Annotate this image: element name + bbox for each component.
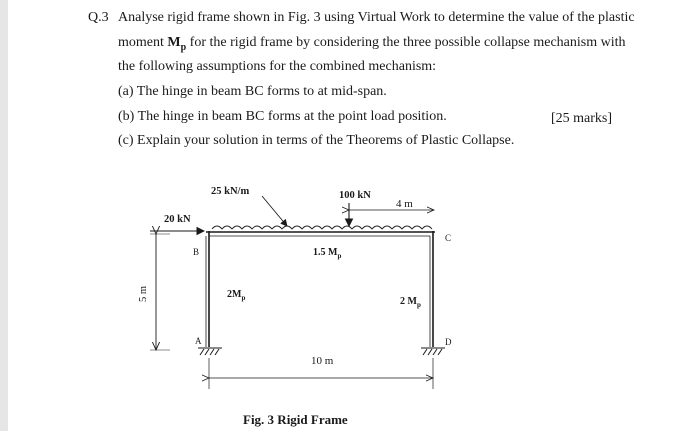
left-column-moment-label: $2M_p$ [227, 289, 246, 302]
question-item-b: (b) The hinge in beam BC forms at the point load position. [118, 109, 447, 124]
point-load-label: 100 kN [339, 190, 371, 201]
question-item-c: (c) Explain your solution in terms of the Theorems of Plastic Collapse. [118, 133, 515, 148]
figure-caption: Fig. 3 Rigid Frame [243, 412, 348, 427]
joint-d-label: D [445, 337, 452, 347]
horizontal-load-label: 20 kN [164, 214, 191, 225]
udl-label: 25 kN/m [211, 186, 250, 197]
question-line-2-text: for the rigid frame by considering the three possible collapse mechanism with [189, 35, 626, 50]
moment-prefix: moment [118, 35, 168, 50]
udl-load [212, 226, 432, 229]
question-line-1: Analyse rigid frame shown in Fig. 3 using Virtual Work to determine the value of the plastic [118, 10, 635, 25]
moment-symbol: $M_p$ [167, 35, 187, 53]
joint-a-label: A [195, 336, 202, 346]
span-dim-label: 10 m [311, 355, 334, 367]
joint-c-label: C [445, 233, 452, 243]
point-load-distance: 4 m [396, 198, 413, 210]
right-column-moment-label: 2 $M_p$ [400, 296, 421, 309]
support-a [198, 348, 222, 355]
joint-b-label: B [193, 247, 200, 257]
height-dim-label: 5 m [138, 285, 149, 302]
beam-moment-label: 1.5 $M_p$ [313, 247, 342, 260]
question-item-a: (a) The hinge in beam BC forms to at mid-span. [118, 84, 387, 99]
udl-leader [262, 196, 287, 226]
support-d [421, 348, 445, 355]
question-number: Q.3 [88, 10, 109, 25]
marks-label: [25 marks] [551, 111, 613, 126]
question-line-3: the following assumptions for the combined mechanism: [118, 59, 437, 74]
